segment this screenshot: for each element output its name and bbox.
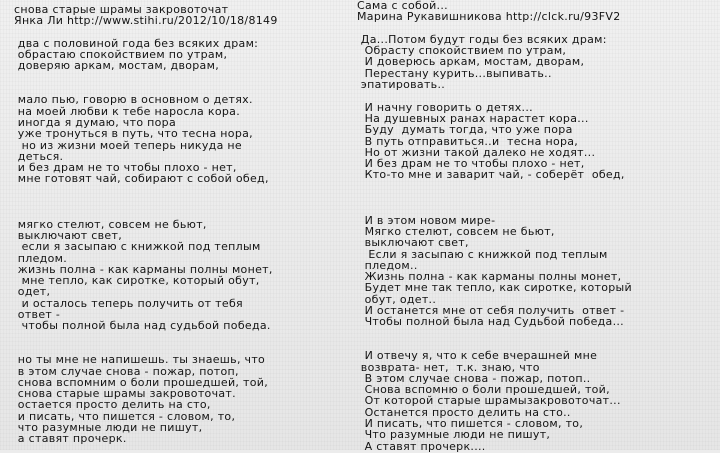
right-poem-line: И без драм не то чтобы плохо - нет,: [357, 157, 585, 171]
right-poem-line: эпатировать..: [357, 78, 446, 92]
right-poem-line: [357, 192, 715, 203]
left-poem-line: [14, 207, 356, 218]
left-poem-line: чтобы полной была над судьбой победа.: [14, 319, 271, 333]
left-poem-line: в этом случае снова - пожар, потоп,: [14, 364, 239, 378]
right-poem-line: Будет мне так тепло, как сиротке, который: [357, 281, 632, 295]
left-poem-line: деться.: [14, 149, 64, 163]
right-poem-line: Да...Потом будут годы без всяких драм:: [357, 32, 607, 46]
left-poem-line: [14, 196, 356, 207]
right-poem-line: [357, 328, 715, 339]
left-poem-line: [14, 185, 356, 196]
left-poem-line: выключают свет,: [14, 228, 123, 242]
left-poem-line: пледом.: [14, 251, 68, 265]
left-poem-line: а ставят прочерк.: [14, 432, 127, 446]
right-poem-line: И отвечу я, что к себе вчерашней мне: [357, 349, 598, 363]
left-poem-line: ответ -: [14, 308, 61, 322]
right-poem-line: И останется мне от себя получить ответ -: [357, 304, 625, 318]
left-poem-line: и писать, что пишется - словом, то,: [14, 409, 236, 423]
right-poem-line: Кто-то мне и заварит чай, - соберёт обед,: [357, 168, 625, 182]
right-poem-line: И писать, что пишется - словом, то,: [357, 416, 584, 430]
left-poem-line: жизнь полна - как карманы полны монет,: [14, 262, 273, 276]
left-poem-line: мне тепло, как сиротке, который обут,: [14, 274, 260, 288]
left-poem-line: что разумные люди не пишут,: [14, 420, 203, 434]
left-poem-line: [14, 332, 356, 343]
right-poem-column: [357, 0, 715, 452]
right-poem-line: Жизнь полна - как карманы полны монет,: [357, 270, 622, 284]
right-poem-line: [357, 203, 715, 214]
right-poem-line: Но от жизни такой далеко не ходят...: [357, 145, 596, 159]
left-poem-line: снова вспомним о боли прошедшей, той,: [14, 375, 268, 389]
left-poem-line: но из жизни моей теперь никуда не: [14, 138, 242, 152]
right-poem-line: [357, 181, 715, 192]
left-poem-line: уже тронуться в путь, что тесна нора,: [14, 127, 253, 141]
left-poem-line: два с половиной года без всяких драм:: [14, 36, 259, 50]
left-poem-line: и осталось теперь получить от тебя: [14, 296, 243, 310]
left-poem-line: доверяю аркам, мостам, дворам,: [14, 59, 219, 73]
right-poem-line: И в этом новом мире-: [357, 213, 496, 227]
right-poem-line: пледом..: [357, 258, 418, 272]
right-poem-line: Марина Рукавишникова http://clck.ru/93FV2: [357, 10, 621, 24]
left-poem-line: на моей любви к тебе наросла кора.: [14, 104, 240, 118]
right-poem-line: Обрасту спокойствием по утрам,: [357, 44, 567, 58]
right-poem-line: Если я засыпаю с книжкой под теплым: [357, 247, 608, 261]
right-poem-line: В путь отправиться..и тесна нора,: [357, 134, 579, 148]
right-poem-line: А ставят прочерк....: [357, 439, 486, 453]
right-poem-line: Мягко стелют, совсем не бьют,: [357, 224, 555, 238]
left-poem-line: Янка Ли http://www.stihi.ru/2012/10/18/8149: [14, 14, 278, 28]
right-poem-line: обут, одет..: [357, 292, 437, 306]
right-poem-line: На душевных ранах нарастет кора...: [357, 111, 589, 125]
left-poem-line: но ты мне не напишешь. ты знаешь, что: [14, 353, 266, 367]
left-poem-line: мягко стелют, совсем не бьют,: [14, 217, 207, 231]
left-poem-column: [14, 4, 356, 445]
right-poem-line: Перестану курить...выпивать..: [357, 66, 552, 80]
right-poem-line: Что разумные люди не пишут,: [357, 428, 551, 442]
right-poem-line: Буду думать тогда, что уже пора: [357, 123, 573, 137]
left-poem-line: и без драм не то чтобы плохо - нет,: [14, 161, 237, 175]
left-poem-line: обрастаю спокойствием по утрам,: [14, 48, 228, 62]
right-poem-line: Сама с собой...: [357, 0, 448, 12]
right-poem-line: И доверюсь аркам, мостам, дворам,: [357, 55, 585, 69]
left-poem-line: [14, 72, 356, 83]
right-poem-line: возврата- нет, т.к. знаю, что: [357, 360, 540, 374]
right-poem-line: выключают свет,: [357, 236, 469, 250]
right-poem-line: И начну говорить о детях...: [357, 100, 533, 114]
right-poem-line: [357, 90, 715, 101]
left-poem-line: снова старые шрамы закровоточат.: [14, 387, 236, 401]
left-poem-line: иногда я думаю, что пора: [14, 115, 176, 129]
left-poem-line: остается просто делить на сто,: [14, 398, 211, 412]
left-poem-line: если я засыпаю с книжкой под теплым: [14, 240, 261, 254]
right-poem-line: Снова вспомню о боли прошедшей, той,: [357, 383, 610, 397]
right-poem-line: От которой старые шрамызакровоточат...: [357, 394, 621, 408]
left-poem-line: снова старые шрамы закровоточат: [14, 3, 229, 16]
right-poem-line: Чтобы полной была над Судьбой победа...: [357, 315, 624, 329]
left-poem-line: одет,: [14, 285, 51, 299]
right-poem-line: В этом случае снова - пожар, потоп..: [357, 371, 591, 385]
left-poem-line: мало пью, говорю в основном о детях.: [14, 93, 253, 107]
right-poem-line: Останется просто делить на сто..: [357, 405, 571, 419]
left-poem-line: мне готовят чай, собирают с собой обед,: [14, 172, 269, 186]
